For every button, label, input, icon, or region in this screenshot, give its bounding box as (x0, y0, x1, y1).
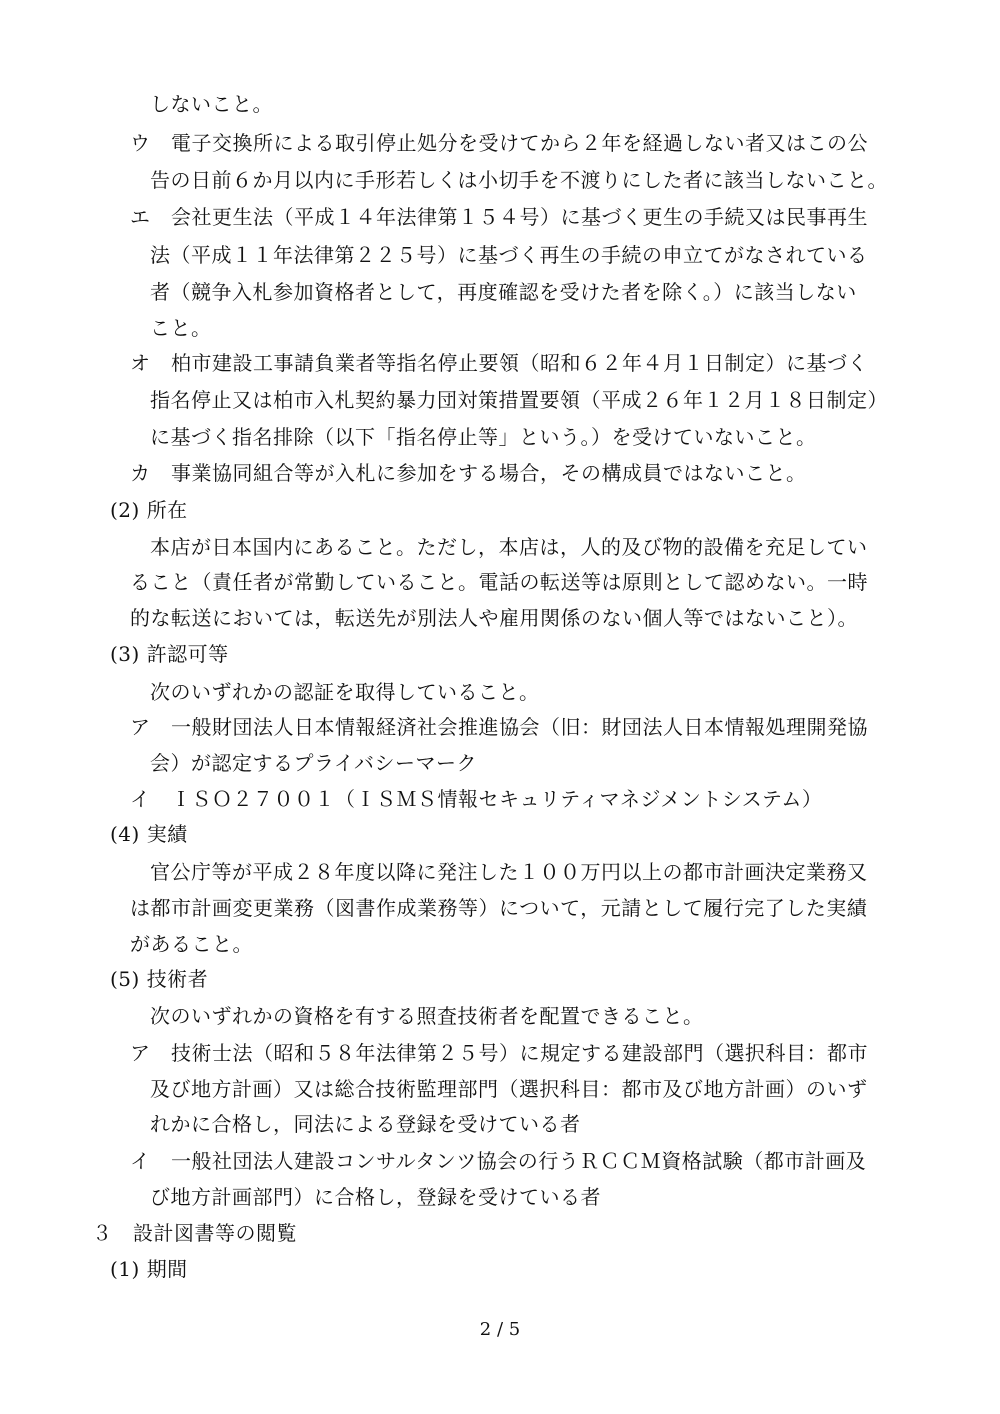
text-line: は都市計画変更業務（図書作成業務等）について，元請として履行完了した実績 (130, 896, 868, 920)
section-heading-engineer: (5) 技術者 (110, 967, 209, 991)
text-line: に基づく指名排除（以下「指名停止等」という。）を受けていないこと。 (150, 425, 817, 449)
text-line: があること。 (130, 932, 253, 956)
list-item-o: オ 柏市建設工事請負業者等指名停止要領（昭和６２年４月１日制定）に基づく (130, 351, 868, 375)
section-heading-record: (4) 実績 (110, 822, 188, 846)
text-line: れかに合格し，同法による登録を受けている者 (150, 1112, 581, 1136)
list-item-u: ウ 電子交換所による取引停止処分を受けてから２年を経過しない者又はこの公 (130, 131, 868, 155)
text-line: 及び地方計画）又は総合技術監理部門（選択科目：都市及び地方計画）のいず (150, 1077, 868, 1101)
list-item-a: ア 一般財団法人日本情報経済社会推進協会（旧：財団法人日本情報処理開発協 (130, 715, 868, 739)
section-heading-design-documents: ３ 設計図書等の閲覧 (92, 1221, 297, 1245)
text-line: び地方計画部門）に合格し，登録を受けている者 (150, 1185, 601, 1209)
text-line: 告の日前６か月以内に手形若しくは小切手を不渡りにした者に該当しないこと。 (150, 168, 888, 192)
text-line: こと。 (150, 316, 212, 340)
section-heading-period: (1) 期間 (110, 1257, 188, 1281)
text-line: 本店が日本国内にあること。ただし，本店は，人的及び物的設備を充足してい (150, 535, 868, 559)
page-number: 2 / 5 (479, 1319, 521, 1340)
text-line: 官公庁等が平成２８年度以降に発注した１００万円以上の都市計画決定業務又 (150, 860, 868, 884)
text-line: 次のいずれかの資格を有する照査技術者を配置できること。 (150, 1004, 704, 1028)
list-item-ka: カ 事業協同組合等が入札に参加をする場合，その構成員ではないこと。 (130, 461, 807, 485)
section-heading-permits: (3) 許認可等 (110, 642, 229, 666)
text-line: 指名停止又は柏市入札契約暴力団対策措置要領（平成２６年１２月１８日制定） (150, 388, 888, 412)
list-item-i: イ 一般社団法人建設コンサルタンツ協会の行うＲＣＣＭ資格試験（都市計画及 (130, 1149, 867, 1173)
text-line: 的な転送においては，転送先が別法人や雇用関係のない個人等ではないこと）。 (130, 606, 858, 630)
text-line: 法（平成１１年法律第２２５号）に基づく再生の手続の申立てがなされている (150, 243, 868, 267)
list-item-i: イ ＩＳＯ２７００１（ＩＳＭＳ情報セキュリティマネジメントシステム） (130, 787, 823, 811)
list-item-a: ア 技術士法（昭和５８年法律第２５号）に規定する建設部門（選択科目：都市 (130, 1041, 868, 1065)
list-item-e: エ 会社更生法（平成１４年法律第１５４号）に基づく更生の手続又は民事再生 (130, 205, 868, 229)
section-heading-location: (2) 所在 (110, 498, 188, 522)
text-line: しないこと。 (150, 92, 273, 116)
text-line: 次のいずれかの認証を取得していること。 (150, 680, 540, 704)
text-line: ること（責任者が常勤していること。電話の転送等は原則として認めない。一時 (130, 570, 868, 594)
text-line: 会）が認定するプライバシーマーク (150, 751, 477, 775)
text-line: 者（競争入札参加資格者として，再度確認を受けた者を除く。）に該当しない (150, 280, 857, 304)
